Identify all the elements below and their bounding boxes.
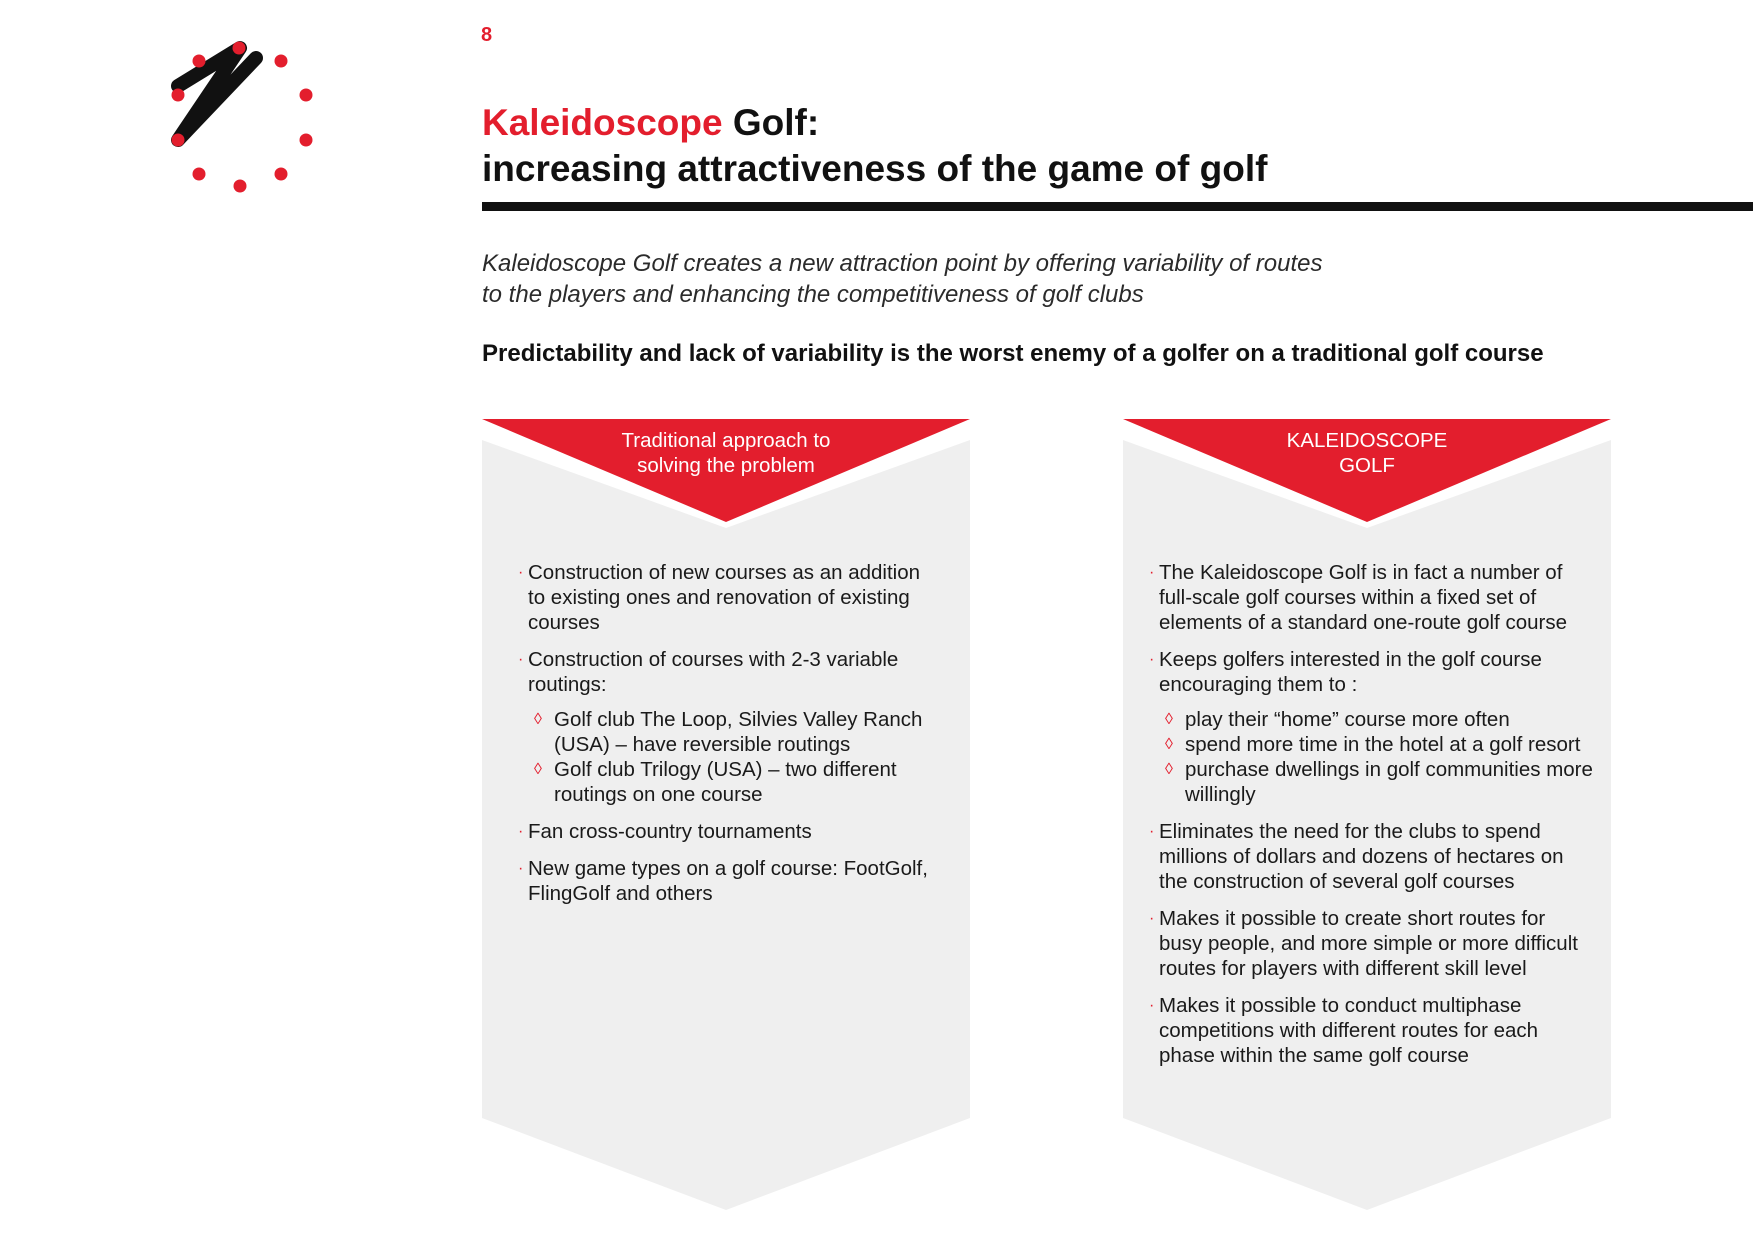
panel-list bbox=[1149, 560, 1593, 1080]
lead-line-2: to the players and enhancing the competitiveness of golf clubs bbox=[482, 281, 1144, 308]
list-item-text: Construction of new courses as an addition to existing ones and renovation of existing courses bbox=[528, 561, 921, 634]
title-accent: Kaleidoscope bbox=[482, 102, 723, 143]
bullet-dot-icon: · bbox=[1149, 997, 1155, 1014]
list-item bbox=[518, 856, 938, 906]
list-item bbox=[518, 560, 938, 635]
sub-list-item bbox=[1163, 707, 1593, 732]
list-item bbox=[1149, 647, 1593, 807]
traditional-approach-panel bbox=[482, 418, 970, 1210]
sub-list-item bbox=[532, 707, 938, 757]
diamond-bullet-icon: ◊ bbox=[534, 711, 542, 728]
title-line-2: increasing attractiveness of the game of golf bbox=[482, 148, 1268, 189]
panel-header-line-1: KALEIDOSCOPE bbox=[1286, 429, 1448, 452]
diamond-bullet-icon: ◊ bbox=[534, 761, 542, 778]
bullet-dot-icon: · bbox=[1149, 564, 1155, 581]
list-item-text: Eliminates the need for the clubs to spend millions of dollars and dozens of hectares on the construction of several golf courses bbox=[1159, 820, 1564, 893]
bullet-dot-icon: · bbox=[518, 651, 524, 668]
list-item-text: Keeps golfers interested in the golf course encouraging them to : bbox=[1159, 648, 1542, 696]
panel-header-line-2: GOLF bbox=[1339, 454, 1395, 477]
lead-line-1: Kaleidoscope Golf creates a new attraction point by offering variability of routes bbox=[482, 250, 1323, 277]
sub-list-item-text: Golf club The Loop, Silvies Valley Ranch (USA) – have reversible routings bbox=[554, 708, 923, 756]
list-item-text: Makes it possible to conduct multiphase competitions with different routes for each phase within the same golf course bbox=[1159, 994, 1539, 1067]
kaleidoscope-logo-icon bbox=[160, 38, 320, 198]
bullet-dot-icon: · bbox=[1149, 910, 1155, 927]
diamond-bullet-icon: ◊ bbox=[1165, 736, 1173, 753]
page-title bbox=[482, 100, 1267, 192]
list-item bbox=[1149, 560, 1593, 635]
lead-paragraph bbox=[482, 248, 1482, 310]
sub-list-item-text: purchase dwellings in golf communities more willingly bbox=[1185, 758, 1593, 806]
diamond-bullet-icon: ◊ bbox=[1165, 711, 1173, 728]
list-item bbox=[1149, 993, 1593, 1068]
sub-list bbox=[1159, 707, 1593, 807]
title-rest: Golf: bbox=[722, 102, 820, 143]
sub-list-item-text: play their “home” course more often bbox=[1185, 708, 1510, 731]
panel-header-line-2: solving the problem bbox=[637, 454, 815, 477]
bullet-dot-icon: · bbox=[1149, 651, 1155, 668]
bullet-dot-icon: · bbox=[1149, 823, 1155, 840]
list-item bbox=[518, 647, 938, 807]
list-item-text: Construction of courses with 2-3 variable routings: bbox=[528, 648, 899, 696]
panel-header bbox=[1123, 428, 1611, 478]
sub-list bbox=[528, 707, 938, 807]
sub-list-item-text: spend more time in the hotel at a golf resort bbox=[1185, 733, 1581, 756]
panel-header bbox=[482, 428, 970, 478]
thesis-statement: Predictability and lack of variability is the worst enemy of a golfer on a traditional golf course bbox=[482, 340, 1544, 367]
panel-list bbox=[518, 560, 938, 918]
diamond-bullet-icon: ◊ bbox=[1165, 761, 1173, 778]
list-item-text: Makes it possible to create short routes for busy people, and more simple or more difficult routes for players with different skill level bbox=[1159, 907, 1578, 980]
sub-list-item bbox=[1163, 732, 1593, 757]
sub-list-item bbox=[532, 757, 938, 807]
page-number: 8 bbox=[481, 24, 493, 46]
list-item-text: The Kaleidoscope Golf is in fact a number of full-scale golf courses within a fixed set of elements of a standard one-route golf course bbox=[1159, 561, 1567, 634]
panel-header-line-1: Traditional approach to bbox=[621, 429, 831, 452]
list-item-text: Fan cross-country tournaments bbox=[528, 820, 812, 843]
sub-list-item bbox=[1163, 757, 1593, 807]
list-item bbox=[1149, 819, 1593, 894]
list-item-text: New game types on a golf course: FootGolf, FlingGolf and others bbox=[528, 857, 928, 905]
title-divider bbox=[482, 202, 1753, 211]
list-item bbox=[518, 819, 938, 844]
list-item bbox=[1149, 906, 1593, 981]
sub-list-item-text: Golf club Trilogy (USA) – two different routings on one course bbox=[554, 758, 897, 806]
bullet-dot-icon: · bbox=[518, 564, 524, 581]
bullet-dot-icon: · bbox=[518, 860, 524, 877]
kaleidoscope-golf-panel bbox=[1123, 418, 1611, 1210]
bullet-dot-icon: · bbox=[518, 823, 524, 840]
